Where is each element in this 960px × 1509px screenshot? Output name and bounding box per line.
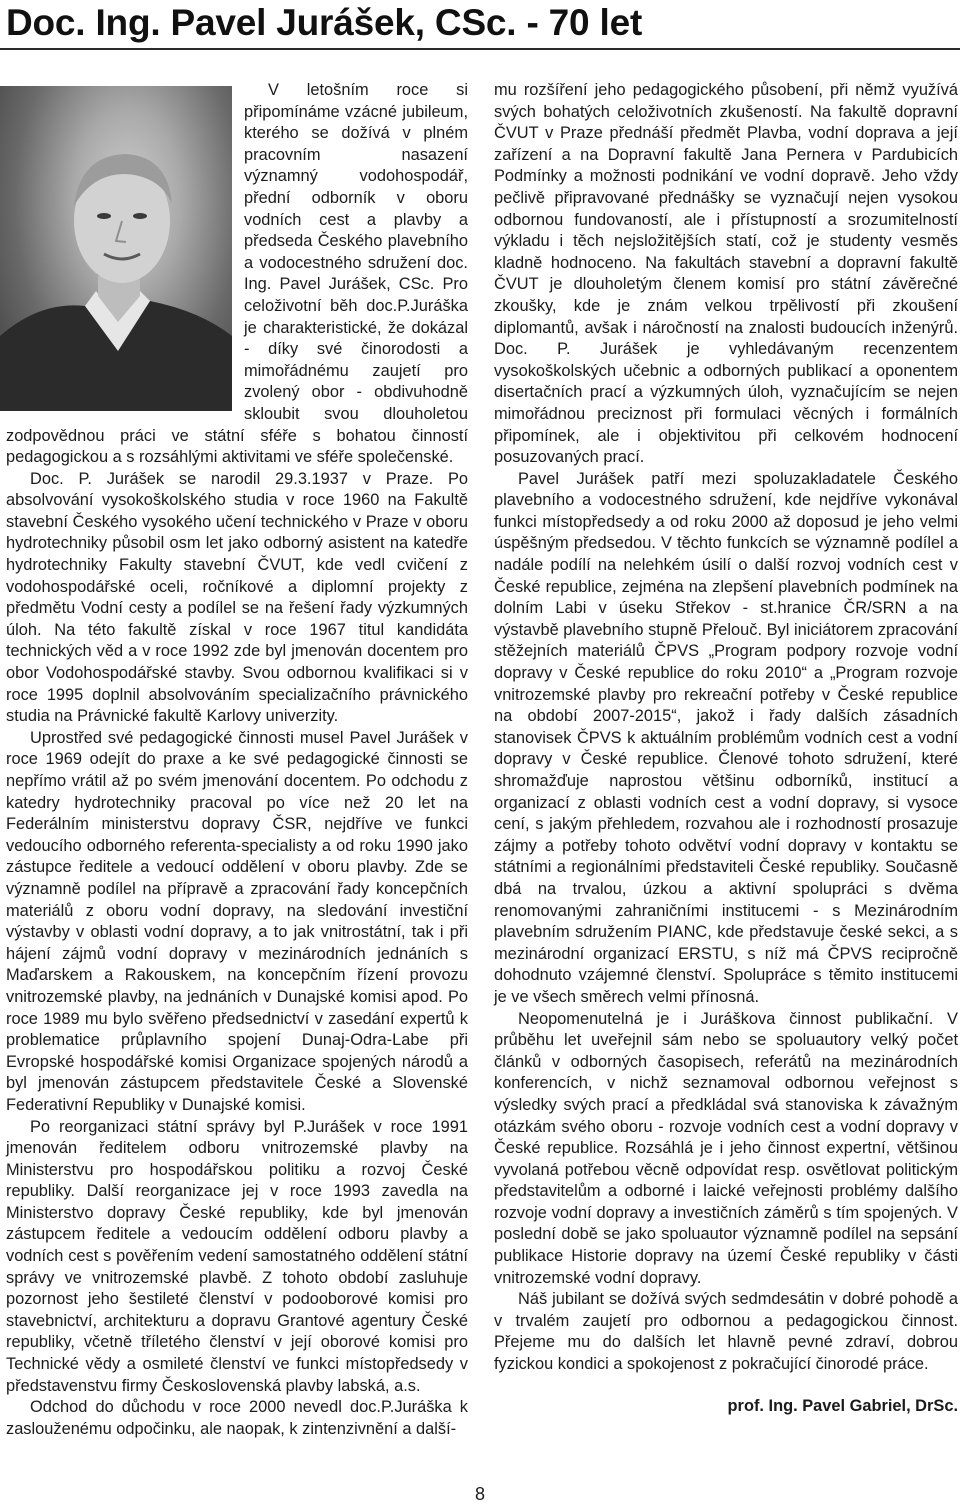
title-divider [0,48,960,50]
paragraph: Po reorganizaci státní správy byl P.Jurášek v roce 1991 jmenován ředitelem odboru vnitrozemské plavby na Ministerstvu pro hospodářskou politiku a rozvoj České republiky. Další reorganizace jej v roce 1993 zavedla na Ministerstvo dopravy České republiky, kde byl jmenován zástupcem ředitele a vedoucím oddělení odboru plavby a vodních cest s pověřením vedení samostatného oddělení státní správy ve vnitrozemské plavbě. Z tohoto období zasluhuje pozornost jeho šestileté členství v podooborové komisi pro stavebnictví, architekturu a dopravu Grantové agentury České republiky, včetně tříletého členství v její oborové komisi pro Technické vědy a osmileté členství ve funkci místopředsedy v představenstvu firmy Československá plavby labská, a.s. [6,1117,468,1395]
article-title: Doc. Ing. Pavel Jurášek, CSc. - 70 let [6,2,643,43]
page-number: 8 [474,1484,485,1504]
right-column [494,80,958,1376]
portrait-illustration [0,86,232,411]
author-signature: prof. Ing. Pavel Gabriel, DrSc. [727,1397,958,1415]
paragraph: Pavel Jurášek patří mezi spoluzakladatele Českého plavebního a vodocestného sdružení, kde nejdříve vykonával funkci místopředsedy a od roku 2000 až doposud je jeho velmi úspěšným předsedou. V těchto funkcích se významně podílel a nadále podílí na nelehkém úsilí o další rozvoj vodních cest v České republice, zejména na zlepšení plavebních podmínek na dolním Labi v úseku Střekov - st.hranice ČR/SRN a na výstavbě plavebního stupně Přelouč. Byl iniciátorem zpracování stěžejních materiálů ČPVS „Program podpory rozvoje vodní dopravy v České republice do roku 2010“ a „Program rozvoje vnitrozemské plavby pro rekreační potřeby v České republice na období 2007-2015“, jakož i řady dalších zásadních stanovisek ČPVS k aktuálním problémům vodních cest a vodní dopravy v České republice. Členové tohoto sdružení, které shromažďuje naprostou většinu odborníků, institucí a organizací z oblasti vodních cest a vodní dopravy, si vysoce cení, s jakým přehledem, rozvahou ale i rozhodností prosazuje zájmy a potřeby tohoto odvětví vodní dopravy v kontaktu se státními a regionálními představiteli České republiky. Současně dbá na trvalou, úzkou a aktivní spolupráci s dvěma renomovanými zahraničními institucemi - s Mezinárodním plavebním sdružením PIANC, kde představuje české sekci, a s mezinárodní organizací ERSTU, s níž má ČPVS recipročně dohodnuto vzájemné členství. Spolupráce s těmito institucemi je ve všech směrech velmi přínosná. [494,469,958,1006]
paragraph: Uprostřed své pedagogické činnosti musel Pavel Jurášek v roce 1969 odejít do praxe a ke své pedagogické činnosti se nepřímo vrátil až po svém jmenování docentem. Po odchodu z katedry hydrotechniky pracoval po více než 20 let na Federálním ministerstvu dopravy ČSR, nejdříve ve funkci vedoucího odborného referenta-specialisty a od roku 1990 jako zástupce ředitele a vedoucí oddělení v oboru plavby. Zde se významně podílel na přípravě a zpracování řady koncepčních materiálů z oboru vodní dopravy, na sledování investiční výstavby v oblasti vodní dopravy, a to jak vnitrostátní, tak i při hájení zájmů vodní dopravy v mezinárodních jednáních s Maďarskem a Rakouskem, na koncepčním řízení provozu vnitrozemské plavby, na jednáních v Dunajské komisi apod. Po roce 1989 mu bylo svěřeno předsednictví v zasedání expertů k problematice průplavního spojení Dunaj-Odra-Labe při Evropské hospodářské komisi Organizace spojených národů a byl jmenován zástupcem představitele České a Slovenské Federativní Republiky v Dunajské komisi. [6,728,468,1114]
paragraph: Neopomenutelná je i Juráškova činnost publikační. V průběhu let uveřejnil sám nebo se spoluautory velký počet článků v odborných časopisech, referátů na mezinárodních konferencích, v nichž seznamoval odbornou veřejnost s výsledky svých prací a předkládal svá stanoviska k závažným otázkám svého oboru - rozvoje vodních cest a vodní dopravy v České republice. Rozsáhlá je i jeho činnost expertní, většinou vyvolaná potřebou věcně odpovídat resp. osvětlovat politickým představitelům a odborné i laické veřejnosti problémy dalšího rozvoje vodní dopravy a investičních záměrů s tím spojených. V poslední době se jako spoluautor významně podílel na sepsání publikace Historie dopravy na území České republiky v části vnitrozemské vodní dopravy. [494,1009,958,1287]
paragraph: Doc. P. Jurášek se narodil 29.3.1937 v Praze. Po absolvování vysokoškolského studia v roce 1960 na Fakultě stavební Českého vysokého učení technického v Praze v oboru hydrotechniky působil osm let jako odborný asistent na katedře hydrotechniky Fakulty stavební ČVUT, kde vedl cvičení z vodohospodářské oceli, ročníkové a diplomní projekty z předmětu Vodní cesty a podílel se na řešení řady výzkumných úloh. Na této fakultě získal v roce 1967 titul kandidáta technických věd a v roce 1992 zde byl jmenován docentem pro obor Vodohospodářské stavby. Svou odbornou kvalifikaci si v roce 1995 doplnil absolvováním specializačního právnického studia na Právnické fakultě Karlovy univerzity. [6,469,468,726]
left-column [6,80,468,1440]
paragraph: Náš jubilant se dožívá svých sedmdesátin v dobré pohodě a v trvalém zaujetí pro odbornou a pedagogickou činnost. Přejeme mu do dalších let hlavně pevné zdraví, dobrou fyzickou kondici a spokojenost z pokračující činorodé práce. [494,1290,958,1374]
paragraph: V letošním roce si připomínáme vzácné jubileum, kterého se dožívá v plném pracovním nasazení významný vodohospodář, přední odborník v oboru vodních cest a plavby a předseda Českého plavebního a vodocestného sdružení doc. Ing. Pavel Jurášek, CSc. Pro celoživotní běh doc.P.Juráška je charakteristické, že dokázal - díky své činorodosti a mimořádnému zaujetí pro zvolený obor - obdivuhodně skloubit svou dlouholetou zodpovědnou práci ve státní sféře s bohatou činností pedagogickou a s rozsáhlými aktivitami ve sféře společenské. [6,81,468,467]
paragraph: mu rozšíření jeho pedagogického působení, při němž využívá svých bohatých celoživotních zkušeností. Na fakultě dopravní ČVUT v Praze přednáší předmět Plavba, vodní doprava a její zařízení a na Dopravní fakultě Jana Pernera v Pardubicích Podmínky a možnosti podnikání ve vodní dopravě. Jeho vždy pečlivě připravované přednášky se vyznačují nejen vysokou odbornou fundovaností, ale i přístupností a srozumitelností výkladu i těch nejsložitějších statí, což je studenty vesměs kladně hodnoceno. Na fakultách stavební a dopravní fakultě ČVUT je dlouholetým členem komisí pro státní závěrečné zkoušky, kde je znám velkou trpělivostí při zkoušení diplomantů, avšak i náročností na znalosti budoucích inženýrů. Doc. P. Jurášek je vyhledávaným recenzentem vysokoškolských učebnic a odborných publikací a oponentem disertačních prací a výzkumných úloh, vyznačujícím se nejen mimořádnou preciznost při formulaci věcných i formálních připomínek, ale i objektivitou při celkovém hodnocení posuzovaných prací. [494,81,958,467]
paragraph: Odchod do důchodu v roce 2000 nevedl doc.P.Juráška k zaslouženému odpočinku, ale naopak, k zintenzivnění a další- [6,1398,468,1438]
portrait-photo [0,86,232,411]
